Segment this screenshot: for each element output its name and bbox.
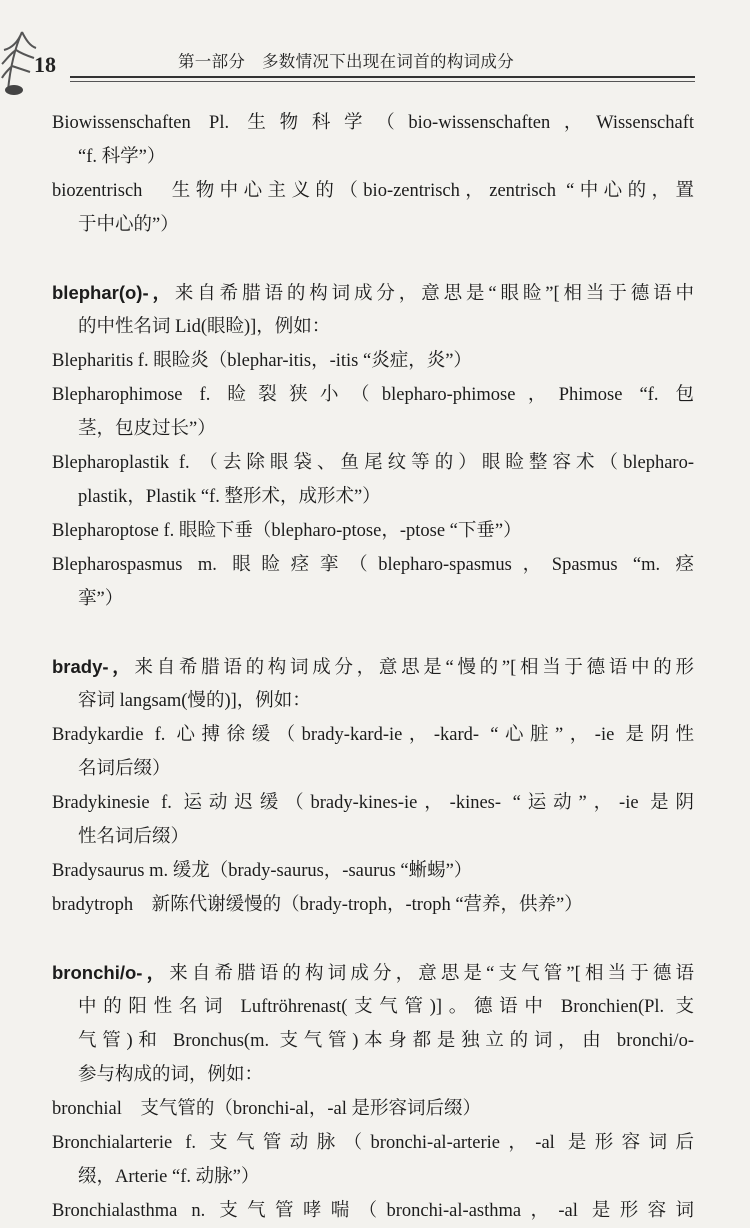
text-line: 名词后缀） — [78, 759, 171, 779]
text-line: Bronchialasthma n. 支气管哮喘（bronchi-al-asthma，-al 是形容词 — [52, 1201, 694, 1221]
text-line: Blepharospasmus m. 眼睑痉挛（blepharo-spasmus，Spasmus “m. 痉 — [52, 555, 694, 575]
text-line: 的中性名词 Lid(眼睑)]，例如： — [78, 317, 331, 337]
running-head: 第一部分 多数情况下出现在词首的构词成分 — [178, 52, 514, 71]
text-line: Blepharitis f. 眼睑炎（blephar-itis，-itis “炎症，炎”） — [52, 351, 472, 371]
headword-line — [52, 956, 694, 990]
text-line: 容词 langsam(慢的)]，例如： — [78, 691, 311, 711]
entry-gap — [52, 922, 694, 956]
dictionary-body — [52, 106, 694, 1228]
header-rule-thin — [70, 81, 695, 82]
text-line: 性名词后缀） — [78, 827, 190, 847]
text-line: 参与构成的词，例如： — [78, 1065, 264, 1085]
headword-definition: 来自希腊语的构词成分，意思是“支气管”[相当于德语 — [169, 964, 694, 984]
text-line: 中的阳性名词 Luftröhrenast(支气管)]。德语中 Bronchien(Pl. 支 — [78, 997, 694, 1017]
text-line: Bradysaurus m. 缓龙（brady-saurus，-saurus “蜥蜴”） — [52, 861, 473, 881]
text-line: plastik，Plastik “f. 整形术，成形术”） — [78, 487, 381, 507]
entry-gap — [52, 616, 694, 650]
text-line: Bradykinesie f. 运动迟缓（brady-kines-ie，-kines- “运动”，-ie 是阴 — [52, 793, 694, 813]
text-line: 挛”） — [78, 589, 124, 609]
headword-line — [52, 650, 694, 684]
page-number: 18 — [34, 52, 56, 77]
headword-definition: 来自希腊语的构词成分，意思是“眼睑”[相当于德语中 — [174, 284, 694, 304]
headword-definition: 来自希腊语的构词成分，意思是“慢的”[相当于德语中的形 — [134, 658, 694, 678]
text-line: bronchial 支气管的（bronchi-al，-al 是形容词后缀） — [52, 1099, 482, 1119]
text-line: 缀，Arterie “f. 动脉”） — [78, 1167, 260, 1187]
text-line: biozentrisch 生物中心主义的（bio-zentrisch，zentrisch “中心的，置 — [52, 181, 694, 201]
text-line: Blepharoptose f. 眼睑下垂（blepharo-ptose，-ptose “下垂”） — [52, 521, 522, 541]
text-line: Blepharoplastik f. （去除眼袋、鱼尾纹等的）眼睑整容术（blepharo- — [52, 453, 694, 473]
text-line: Bradykardie f. 心搏徐缓（brady-kard-ie，-kard- “心脏”，-ie 是阴性 — [52, 725, 694, 745]
headword: blephar(o)-， — [52, 282, 175, 303]
headword: bronchi/o-， — [52, 962, 170, 983]
text-line: Biowissenschaften Pl. 生物科学（bio-wissenschaften，Wissenschaft — [52, 113, 694, 133]
headword: brady-， — [52, 656, 135, 677]
text-line: 气管)和 Bronchus(m. 支气管)本身都是独立的词，由 bronchi/o- — [78, 1031, 694, 1051]
text-line: Blepharophimose f. 睑裂狭小（blepharo-phimose，Phimose “f. 包 — [52, 385, 694, 405]
text-line: 茎，包皮过长”） — [78, 419, 216, 439]
headword-line — [52, 276, 694, 310]
text-line: “f. 科学”） — [78, 147, 166, 167]
text-line: bradytroph 新陈代谢缓慢的（brady-troph，-troph “营养，供养”） — [52, 895, 583, 915]
text-line: Bronchialarterie f. 支气管动脉（bronchi-al-arterie，-al 是形容词后 — [52, 1133, 694, 1153]
page-header — [0, 0, 750, 100]
entry-gap — [52, 242, 694, 276]
text-line: 于中心的”） — [78, 215, 179, 235]
header-rule — [70, 76, 695, 78]
